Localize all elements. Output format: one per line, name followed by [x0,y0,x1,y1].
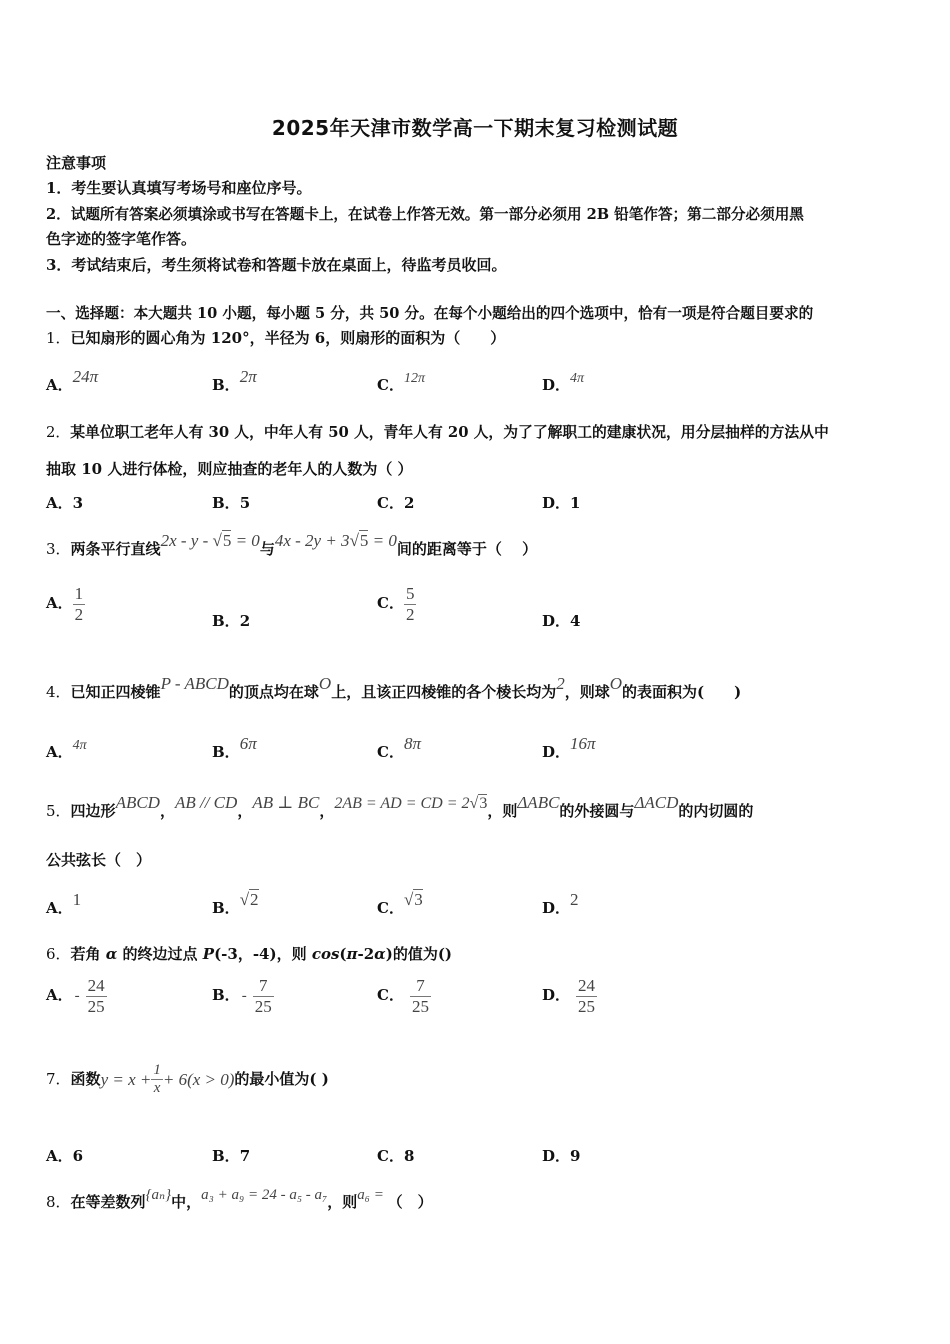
eq-part: 4x - 2y + 3 [274,531,350,550]
question-text: 两条平行直线 [70,540,161,558]
math-expression: a₃ + a₉ = 24 - a₅ - a₇ [201,1187,328,1203]
fraction [151,1062,163,1098]
q1-option-c[interactable] [377,371,425,395]
question-text: 的表面积为( ) [622,683,742,701]
option-label: B． [212,986,240,1005]
option-label: A． [46,986,73,1005]
notice-item-1: 1．考生要认真填写考场号和座位序号。 [46,179,312,197]
math-expression: 2 [556,674,565,693]
numerator: 7 [416,976,425,995]
sqrt-sign: √ [403,890,414,909]
question-number: 3． [46,540,71,558]
eq-part: + 6(x > 0) [162,1069,235,1089]
option-label: D． [542,612,571,630]
q6-option-b[interactable] [212,976,274,1016]
question-1 [46,327,505,348]
q5-option-b[interactable] [212,890,259,918]
question-text: ( [339,945,347,963]
question-number: 8． [46,1193,71,1211]
question-text: 上，且该正四棱锥的各个棱长均为 [331,683,557,701]
option-value: 6 [72,1147,84,1165]
question-4 [46,674,742,702]
option-value: 2π [239,367,257,386]
option-value: 8π [403,734,421,753]
separator: ， [319,802,335,820]
option-value: 4 [570,612,581,630]
q7-option-c[interactable] [377,1145,414,1166]
option-label: A． [46,594,73,613]
math-expression: O [609,674,622,693]
option-value [404,890,423,909]
question-text: 若角 [70,945,106,963]
q3-option-b[interactable] [212,610,250,631]
question-text: 在等差数列 [70,1193,146,1211]
denominator: 25 [87,996,105,1016]
q3-option-d[interactable] [542,610,580,631]
denominator: 2 [74,604,84,624]
question-number: 2． [46,424,71,441]
option-label: A． [46,494,73,512]
function-expression [101,1062,235,1098]
question-5 [46,793,754,821]
math-expression: a₆ = [357,1187,388,1203]
q2-option-d[interactable] [542,492,580,513]
option-value: 1 [72,890,82,909]
numerator: 5 [405,584,415,603]
equation-line-1 [161,531,260,550]
option-value: 2 [403,494,415,512]
sqrt-sign: √ [212,531,222,550]
q1-option-a[interactable] [46,367,99,395]
sqrt-radicand: 5 [222,531,232,550]
eq-part: = 0 [231,531,260,550]
q6-option-d[interactable] [542,976,597,1016]
math-expression: {aₙ} [145,1187,172,1203]
question-text: 与 [259,540,275,558]
eq-part: y = x + [100,1069,152,1089]
question-text: 间的距离等于（ ） [396,540,538,558]
option-value [240,890,259,909]
question-text: 的内切圆的 [678,802,754,820]
option-label: A． [46,899,73,917]
option-value: 24π [72,367,99,386]
sqrt-sign: √ [469,795,479,812]
sqrt-sign: √ [239,890,250,909]
question-8 [46,1187,433,1212]
sign: - [74,988,80,1005]
q4-option-c[interactable] [377,734,421,762]
question-text: (-3，-4)，则 [214,945,312,963]
option-label: B． [212,1147,240,1165]
denominator: 25 [254,996,272,1016]
q3-option-a[interactable] [46,584,85,624]
q6-option-c[interactable] [377,976,431,1016]
option-value: 7 [239,1147,251,1165]
question-text: 中， [171,1193,202,1211]
question-2 [46,421,829,442]
math-symbol: cos [311,945,340,963]
q5-option-c[interactable] [377,890,423,918]
question-number: 4． [46,683,71,701]
question-3 [46,531,538,559]
math-expression: P - ABCD [160,674,229,693]
option-value: 2 [570,890,579,909]
math-expression: AB ⊥ BC [252,793,320,812]
question-number: 5． [46,802,71,820]
math-symbol: α [374,945,386,963]
denominator: 25 [578,996,596,1016]
sqrt-radicand: 3 [479,795,488,812]
option-label: C． [377,743,404,761]
question-text: 四边形 [70,802,116,820]
denominator: x [153,1080,161,1097]
option-label: A． [46,743,73,761]
sqrt-radicand: 3 [414,890,423,909]
option-label: D． [542,494,571,512]
question-text: -2 [357,945,375,963]
option-fraction [253,976,274,1016]
option-value: 5 [239,494,251,512]
option-label: A． [46,376,73,394]
math-symbol: α [105,945,118,963]
numerator: 1 [74,584,84,603]
question-number: 1． [46,329,71,347]
q4-option-d[interactable] [542,734,596,762]
question-text: ，则球 [564,683,610,701]
notice-item-2-cont: 色字迹的签字笔作答。 [46,230,197,248]
q2-option-c[interactable] [377,492,414,513]
option-fraction [73,584,86,624]
question-text: 的顶点均在球 [228,683,319,701]
math-expression: ΔACD [634,793,679,812]
question-text: 的终边过点 [117,945,203,963]
option-value: 4π [72,738,87,753]
sign: - [241,988,247,1005]
section-header: 一、选择题：本大题共 10 小题，每小题 5 分，共 50 分。在每个小题给出的四个选项中，恰有一项是符合题目要求的 [46,305,814,322]
option-label: D． [542,376,571,394]
q7-option-a[interactable] [46,1145,83,1166]
separator: ， [237,802,253,820]
question-6 [46,943,452,964]
option-label: C． [377,376,404,394]
question-number: 7． [46,1069,71,1088]
option-fraction [86,976,107,1016]
q1-option-d[interactable] [542,371,585,395]
q6-option-a[interactable] [46,976,107,1016]
denominator: 2 [405,604,415,624]
question-2-cont: 抽取 10 人进行体检，则应抽查的老年人的人数为（ ） [46,460,413,478]
math-expression: O [318,674,332,693]
q7-option-d[interactable] [542,1145,580,1166]
option-value: 4π [570,371,585,386]
math-symbol: P [202,945,215,963]
option-value: 8 [403,1147,415,1165]
math-expression: ABCD [115,793,160,812]
q3-option-c[interactable] [377,584,416,624]
question-text: 已知扇形的圆心角为 120°，半径为 6，则扇形的面积为（ ） [70,329,506,347]
option-label: B． [212,743,240,761]
eq-part: 2AB = AD = CD = 2 [334,795,470,812]
q5-option-a[interactable] [46,890,82,918]
numerator: 24 [87,976,105,995]
question-text: 某单位职工老年人有 30 人，中年人有 50 人，青年人有 20 人，为了了解职工的建康状况，用分层抽样的方法从中 [70,424,829,441]
math-expression [334,795,487,812]
numerator: 1 [153,1062,161,1078]
separator: ， [159,802,175,820]
option-label: D． [542,743,571,761]
question-text: 函数 [70,1069,101,1088]
option-label: D． [542,1147,571,1165]
notice-heading: 注意事项 [46,154,107,172]
denominator: 25 [411,996,429,1016]
option-label: C． [377,1147,404,1165]
question-number: 6． [46,945,71,963]
q7-option-b[interactable] [212,1145,250,1166]
equation-line-2 [275,531,397,550]
option-value: 6π [239,734,257,753]
option-label: D． [542,986,571,1005]
option-fraction [576,976,597,1016]
option-value: 16π [570,734,596,753]
option-value: 2 [239,612,251,630]
option-fraction [404,584,417,624]
option-label: C． [377,594,404,613]
option-label: B． [212,376,240,394]
option-value: 3 [72,494,84,512]
option-label: B． [212,899,240,917]
option-fraction [410,976,431,1016]
option-label: D． [542,899,571,917]
question-text: 的最小值为( ) [234,1069,329,1088]
option-label: C． [377,494,404,512]
q1-option-b[interactable] [212,367,257,395]
sqrt-radicand: 5 [359,531,369,550]
eq-part: = 0 [368,531,397,550]
question-text: （ ） [387,1193,433,1211]
q4-option-a[interactable] [46,738,87,762]
eq-part: 2x - y - [160,531,213,550]
option-label: A． [46,1147,73,1165]
option-label: B． [212,612,240,630]
math-symbol: π [346,945,358,963]
numerator: 24 [578,976,596,995]
option-value: 1 [570,494,581,512]
sqrt-sign: √ [349,531,359,550]
math-expression: AB // CD [174,793,238,812]
question-text: ，则 [487,802,518,820]
q2-option-b[interactable] [212,492,250,513]
option-label: C． [377,986,404,1005]
question-text: 的外接圆与 [559,802,635,820]
option-label: B． [212,494,240,512]
notice-item-3: 3．考试结束后，考生须将试卷和答题卡放在桌面上，待监考员收回。 [46,256,507,274]
option-value: 12π [403,371,425,386]
question-5-cont: 公共弦长（ ） [46,851,152,869]
question-text: ，则 [327,1193,358,1211]
option-value: 9 [570,1147,581,1165]
q4-option-b[interactable] [212,734,257,762]
math-expression: ΔABC [517,793,560,812]
question-text: )的值为() [385,945,453,963]
notice-item-2: 2．试题所有答案必须填涂或书写在答题卡上，在试卷上作答无效。第一部分必须用 2B 铅笔作答；第二部分必须用黑 [46,206,804,223]
numerator: 7 [258,976,268,995]
q2-option-a[interactable] [46,492,83,513]
question-text: 已知正四棱锥 [70,683,161,701]
q5-option-d[interactable] [542,890,579,918]
sqrt-radicand: 2 [250,890,259,909]
option-label: C． [377,899,404,917]
question-7 [46,1062,329,1098]
page-title: 2025年天津市数学高一下期末复习检测试题 [271,116,679,140]
